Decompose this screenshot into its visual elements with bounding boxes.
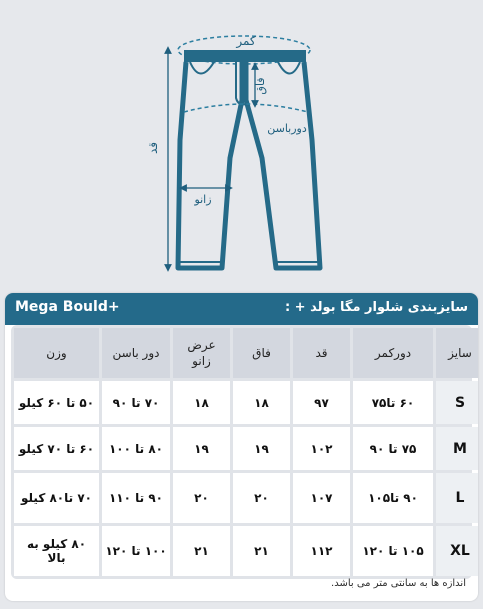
table-cell: ۹۰ تا ۱۱۰ [102,473,170,523]
table-cell: ۲۱ [173,526,230,576]
table-cell: ۱۰۷ [293,473,350,523]
table-cell: ۵۰ تا ۶۰ کیلو [14,381,99,424]
table-cell: ۹۰ تا۱۰۵ [353,473,433,523]
length-label: قد [146,141,160,155]
size-header: سایز [436,328,478,378]
size-chart-card [5,293,478,601]
pants-diagram [0,0,483,285]
table-cell: ۱۰۵ تا ۱۲۰ [353,526,433,576]
waist-header: دورکمر [353,328,433,378]
table-cell: ۹۷ [293,381,350,424]
table-row [14,381,478,424]
size-cell: S [436,381,478,424]
card-header [5,293,478,325]
brand-name: Mega Bould+ [15,299,120,315]
table-cell: ۷۵ تا ۹۰ [353,427,433,470]
size-table [11,325,478,579]
hip-label: دورباسن [267,122,307,135]
table-cell: ۱۸ [233,381,290,424]
chart-title: سایزبندی شلوار مگا بولد + : [284,300,468,315]
weight-header: وزن [14,328,99,378]
table-cell: ۶۰ تا۷۵ [353,381,433,424]
left-pocket [190,62,214,74]
knee-label: زانو [194,193,212,206]
table-cell: ۸۰ تا ۱۰۰ [102,427,170,470]
table-row [14,526,478,576]
table-row [14,427,478,470]
size-cell: L [436,473,478,523]
table-cell: ۲۱ [233,526,290,576]
table-cell: ۱۰۰ تا ۱۲۰ [102,526,170,576]
table-cell: ۱۱۲ [293,526,350,576]
rise-header: فاق [233,328,290,378]
table-row [14,473,478,523]
table-cell: ۱۹ [173,427,230,470]
units-note: اندازه ها به سانتی متر می باشد. [331,578,466,589]
table-cell: ۷۰ تا۸۰ کیلو [14,473,99,523]
right-pocket [278,62,300,74]
table-cell: ۲۰ [233,473,290,523]
hip-header: دور باسن [102,328,170,378]
table-cell: ۲۰ [173,473,230,523]
knee-width-header: عرض زانو [173,328,230,378]
size-cell: M [436,427,478,470]
rise-label: فاق [254,77,267,95]
size-table-wrap [11,325,472,579]
table-cell: ۱۹ [233,427,290,470]
table-cell: ۷۰ تا ۹۰ [102,381,170,424]
table-body [14,381,478,576]
table-cell: ۱۸ [173,381,230,424]
table-cell: ۶۰ تا ۷۰ کیلو [14,427,99,470]
length-header: قد [293,328,350,378]
left-leg-outline [178,62,242,268]
pants-illustration [0,0,483,285]
table-header-row [14,328,478,378]
waist-label: کمر [236,34,256,48]
waistband [184,50,306,62]
size-cell: XL [436,526,478,576]
table-cell: ۸۰ کیلو به بالا [14,526,99,576]
table-cell: ۱۰۲ [293,427,350,470]
